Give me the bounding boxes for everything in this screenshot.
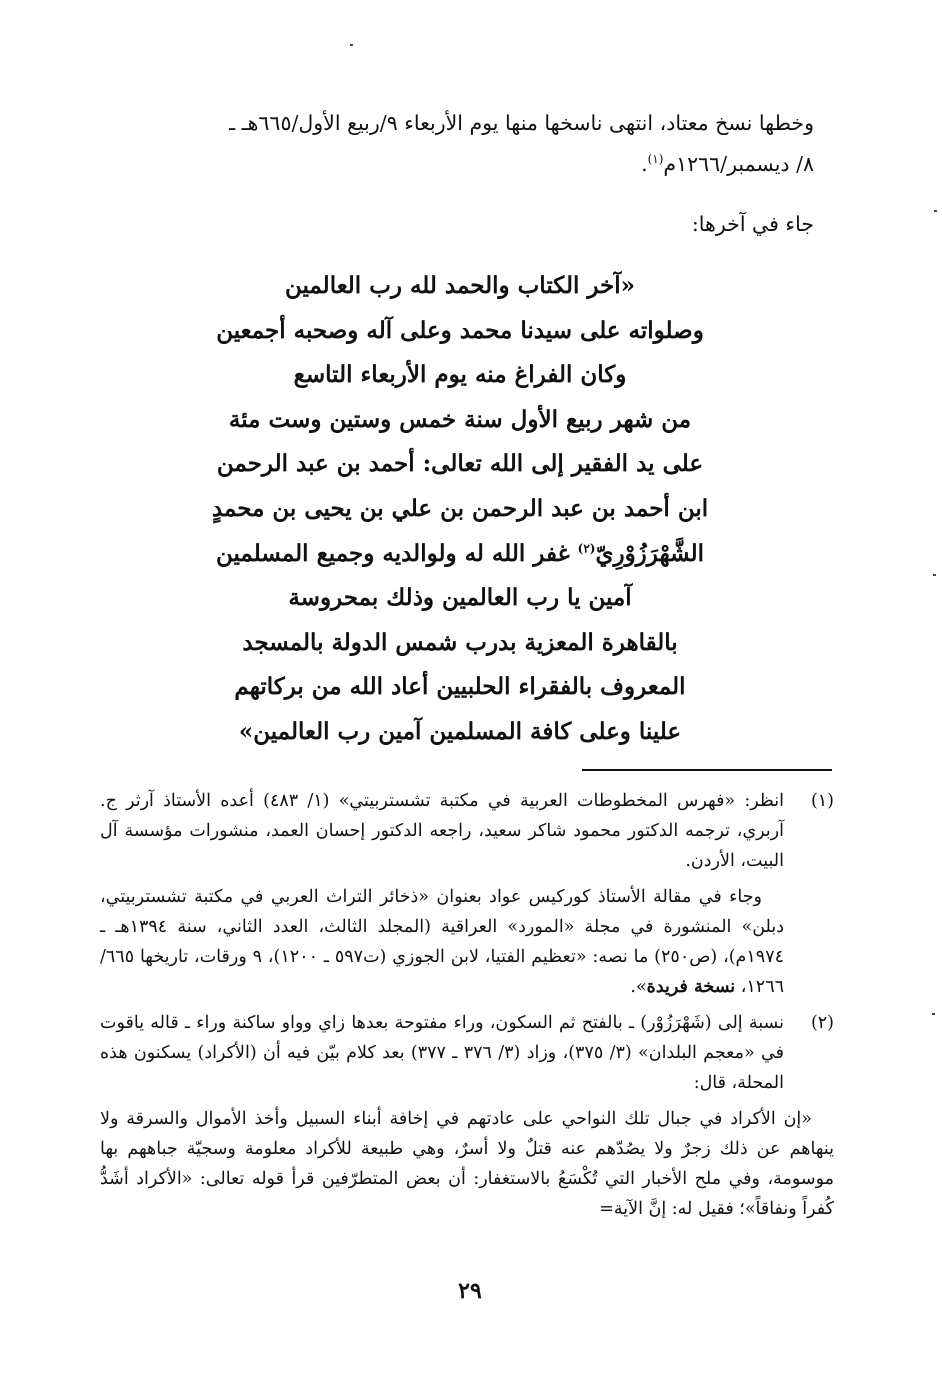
- colophon-line: بالقاهرة المعزية بدرب شمس الدولة بالمسجد: [242, 628, 678, 656]
- colophon-line: وصلواته على سيدنا محمد وعلى آله وصحبه أجمعين: [216, 316, 704, 344]
- scan-speck: [932, 1013, 935, 1015]
- footnote-1-text: انظر: «فهرس المخطوطات العربية في مكتبة تشستربيتي» (١/ ٤٨٣) أعده الأستاذ آرثر ج. آربري، ترجمه الدكتور محمود شاكر سعيد، راجعه الدكتور إحسان العمد، منشورات مؤسسة آل البيت، الأردن.: [100, 791, 784, 871]
- intro-lead: جاء في آخرها:: [691, 212, 814, 236]
- footnote-1-emphasis: نسخة فريدة: [646, 977, 736, 997]
- colophon-line: وكان الفراغ منه يوم الأربعاء التاسع: [293, 361, 627, 389]
- footnote-1-p2: وجاء في مقالة الأستاذ كوركيس عواد بعنوان «ذخائر التراث العربي في مكتبة تشستربيتي، دبلن» المنشورة في مجلة «المورد» العراقية (المجلد الثالث، العدد الثاني، سنة ١٣٩٤هـ ـ ١٩٧٤م)، (ص٢٥٠) ما نصه: «تعظيم الفتيا، لابن الجوزي (ت٥٩٧ ـ ١٢٠٠)، ٩ ورقات، تاريخها ٦٦٥/ ١٢٦٦،: [100, 887, 784, 997]
- colophon-line: علينا وعلى كافة المسلمين آمين رب العالمين»: [238, 717, 682, 745]
- footnote-1-p2-end: ».: [630, 977, 647, 997]
- footnote-ref-2[interactable]: (٢): [577, 540, 596, 555]
- colophon-line: على يد الفقير إلى الله تعالى: أحمد بن عبد الرحمن: [216, 450, 704, 478]
- footnotes: [100, 786, 834, 1230]
- footnote-number: (١): [810, 791, 834, 811]
- footnote-2-quote: [100, 1104, 834, 1224]
- footnote-1: [100, 786, 834, 1002]
- colophon-quote: [170, 264, 750, 755]
- scan-speck: [350, 44, 353, 46]
- footnote-2: [100, 1008, 834, 1098]
- colophon-line: [170, 532, 750, 577]
- colophon-line: «آخر الكتاب والحمد لله رب العالمين: [284, 272, 636, 299]
- colophon-line: آمين يا رب العالمين وذلك بمحروسة: [288, 584, 632, 612]
- footnote-ref-1[interactable]: (١): [647, 152, 664, 167]
- colophon-line: من شهر ربيع الأول سنة خمس وستين وست مئة: [228, 405, 692, 433]
- footnote-2-text: نسبة إلى (شَهْرَزُوْر) ـ بالفتح ثم السكون، وراء مفتوحة بعدها زاي وواو ساكنة وراء ـ قاله ياقوت في «معجم البلدان» (٣/ ٣٧٥)، وزاد (٣/ ٣٧٦ ـ ٣٧٧) بعد كلام بيّن فيه أن (الأكراد) يسكنون هذه المحلة، قال:: [100, 1013, 784, 1093]
- scan-speck: [934, 210, 937, 212]
- colophon-line: ابن أحمد بن عبد الرحمن بن علي بن يحيى بن محمدٍ: [211, 494, 709, 522]
- intro-line-1: وخطها نسخ معتاد، انتهى ناسخها منها يوم الأربعاء ٩/ربيع الأول/٦٦٥هـ ـ: [229, 111, 814, 135]
- footnote-2-quote-text: «إن الأكراد في جبال تلك النواحي على عادتهم في إخافة أبناء السبيل وأخذ الأموال والسرقة ولا ينهاهم عن ذلك زجرٌ ولا يصُدّهم عنه قتلٌ ولا أسرٌ، وهي طبيعة للأكراد معلومة وسجيّة جباههم بها موسومة، وفي ملح الأخبار التي تُكْسَعُ بالاستغفار: أن بعض المتطرّفين قرأ قوله تعالى: «الأكراد أشَدُّ كُفراً ونفاقاً»؛ فقيل له: إنَّ الآية=: [100, 1109, 834, 1219]
- page-number: ٢٩: [458, 1278, 482, 1304]
- intro-line-2-end: .: [641, 152, 648, 176]
- colophon-line: المعروف بالفقراء الحلبيين أعاد الله من بركاتهم: [234, 673, 686, 701]
- intro-line-2: ٨/ ديسمبر/١٢٦٦م: [663, 152, 814, 176]
- footnote-divider: [582, 769, 832, 771]
- scan-speck: [933, 574, 936, 576]
- colophon-name: الشَّهْرَزُوْرِيّ: [595, 539, 704, 567]
- footnote-1-continuation: [100, 882, 784, 1002]
- footnote-number: (٢): [810, 1013, 834, 1033]
- colophon-line-rest: غفر الله له ولوالديه وجميع المسلمين: [215, 539, 578, 567]
- intro-paragraph: [114, 103, 814, 185]
